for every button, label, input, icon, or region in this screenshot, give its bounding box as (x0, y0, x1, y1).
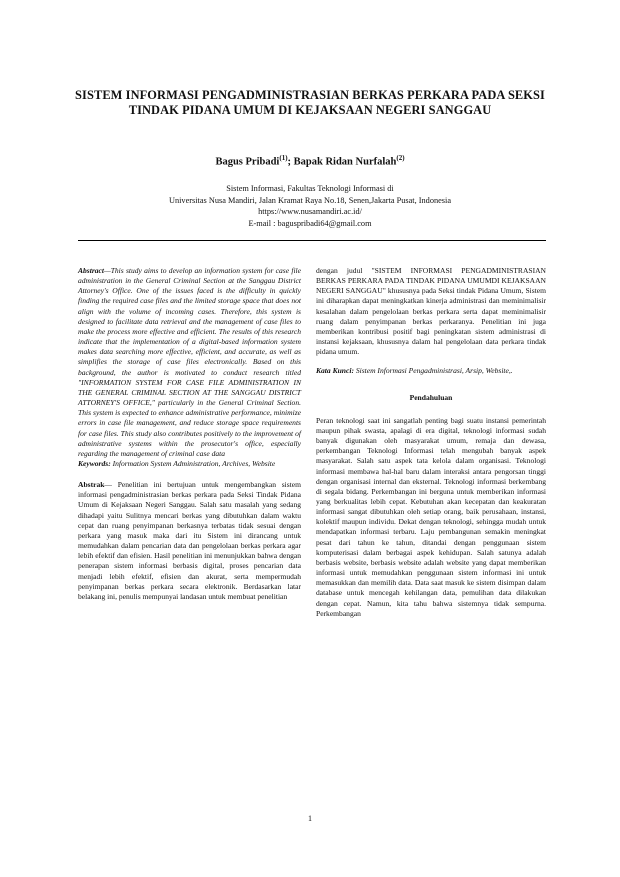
affiliation-url: https://www.nusamandiri.ac.id/ (258, 207, 362, 217)
affiliation-email: E-mail : baguspribadi64@gmail.com (248, 218, 372, 228)
keywords-indonesian (316, 366, 546, 376)
author-1-affiliation-mark: (1) (279, 154, 288, 162)
abstract-indonesian-text-part-1: — Penelitian ini bertujuan untuk mengembangkan sistem informasi pengadministrasian berkas perkara pada Seksi Tindak Pidana Umum di Kejaksaan Negeri Sanggau. Salah satu masalah yang sedang dihadapi yaitu Sulitnya mencari berkas yang dibutuhkan dalam waktu cepat dan ruang penyimpanan berkasnya terbatas tidak sesuai dengan perkara yang masuk maka dari itu Sistem ini dirancang untuk memudahkan dalam pencarian data dan pengelolaan berkas perkara agar lebih efektif dan efisien. Hasil penelitian ini menunjukkan bahwa dengan penerapan sistem informasi berbasis digital, proses pencarian data menjadi lebih efektif, efisien dan akurat, serta mempermudah penyimpanan berkas perkara secara elektronik. Berdasarkan latar belakang ini, penulis mempunyai landasan untuk membuat penelitian (78, 480, 301, 601)
author-separator: ; (287, 156, 294, 168)
affiliation-line-1: Sistem Informasi, Fakultas Teknologi Informasi di (226, 184, 394, 193)
abstract-english-text: —This study aims to develop an information system for case file administration in the General Criminal Section at the Sanggau District Attorney's Office. One of the issues faced is the difficulty in quickly finding the required case files and the limited storage space that does not align with the volume of incoming cases. Therefore, this system is designed to facilitate data retrieval and the management of case files to make the process more effective and efficient. The results of this research indicate that the implementation of a digital-based information system makes data searching more effective, efficient, and accurate, as well as simplifies the storage of case files electronically. Based on this background, the author is motivated to conduct research titled "INFORMATION SYSTEM FOR CASE FILE ADMINISTRATION IN THE GENERAL CRIMINAL SECTION AT THE SANGGAU DISTRICT ATTORNEY'S OFFICE," particularly in the General Criminal Section. This system is expected to enhance administrative performance, minimize errors in case file management, and reduce storage space requirements for case files. This study also contributes positively to the improvement of administrative systems within the prosecutor's office, especially regarding the management of criminal case data (78, 266, 301, 458)
abstract-english (78, 266, 301, 459)
abstract-indonesian (78, 480, 301, 602)
left-column (78, 266, 301, 602)
keywords-indonesian-lead: Kata Kunci: (316, 366, 354, 376)
abstract-indonesian-lead: Abstrak (78, 480, 105, 490)
introduction-paragraph: Peran teknologi saat ini sangatlah penting bagi suatu instansi pemerintah maupun pihak swasta, apalagi di era digital, teknologi informasi sudah banyak digunakan oleh masyarakat umum, remaja dan dewasa, perkembangan Teknologi Informasi telah mengubah banyak aspek masyarakat. Salah satu aspek tata kelola dalam organisasi. Teknologi informasi membawa hal-hal baru dalam interaksi antara pengorsan tinggi dengan organisasi internal dan eksternal. Teknologi informasi berkembang di segala bidang. Perkembangan ini berguna untuk memberikan informasi yang berkualitas lebih cepat. Kebutuhan akan kecepatan dan keakuratan informasi sangat dibutuhkan oleh setiap orang, baik perusahaan, instansi, kolektif maupun individu. Dekat dengan teknologi, sehingga mudah untuk mendapatkan informasi terbaru. Laju pembangunan semakin meningkat pesat dari tahun ke tahun, ditandai dengan penggunaan sistem komputerisasi dalam berbagai aspek kehidupan. Salah satunya adalah berbasis website, berbasis website adalah website yang dapat memberikan informasi untuk memudahkan penggunaan sistem informasi ini untuk memasukkan dan memilih data. Data saat masuk ke sistem disimpan dalam database untuk mencegah kehilangan data, pemulihan data dilakukan dengan cepat. Namun, kita tahu bahwa sistemnya tidak sempurna. Perkembangan (316, 415, 546, 618)
header-divider (78, 240, 546, 241)
page-number: 1 (308, 814, 312, 823)
abstract-english-lead: Abstract (78, 266, 104, 275)
paper-title: SISTEM INFORMASI PENGADMINISTRASIAN BERKAS PERKARA PADA SEKSI TINDAK PIDANA UMUM DI KEJAKSAAN NEGERI SANGGAU (75, 88, 545, 117)
keywords-indonesian-text: Sistem Informasi Pengadministrasi, Arsip, Website,. (353, 366, 513, 376)
affiliation-block (60, 183, 560, 229)
section-heading-introduction: Pendahuluan (409, 392, 453, 402)
author-1: Bagus Pribadi (215, 156, 280, 168)
right-column (316, 266, 546, 619)
author-2: Bapak Ridan Nurfalah (293, 156, 397, 168)
author-line (60, 154, 560, 168)
keywords-english-text: Information System Administration, Archives, Website (110, 458, 276, 468)
affiliation-line-2: Universitas Nusa Mandiri, Jalan Kramat Raya No.18, Senen,Jakarta Pusat, Indonesia (168, 195, 452, 205)
abstract-indonesian-continued (316, 266, 546, 357)
author-2-affiliation-mark: (2) (396, 154, 405, 162)
keywords-english-lead: Keywords: (78, 458, 111, 468)
abstract-indonesian-text-part-2: dengan judul "SISTEM INFORMASI PENGADMINISTRASIAN BERKAS PERKARA PADA TINDAK PIDANA UMUMDI KEJAKSAAN NEGERI SANGGAU" khususnya pada Seksi tindak Pidana Umum, Sistem ini diharapkan dapat meningkatkan kinerja administrasi dan meminimalisir kesalahan dalam pengelolaan berkas perkara serta dapat meminimalisir ruang dalam penyimpanan berkas perkaranya. Penelitian ini juga memberikan kontribusi positif bagi peningkatan sistem administrasi di instansi kejaksaan, khususnya dalam hal pengelolaan data perkara tindak pidana umum. (316, 266, 546, 357)
keywords-english (78, 459, 301, 469)
